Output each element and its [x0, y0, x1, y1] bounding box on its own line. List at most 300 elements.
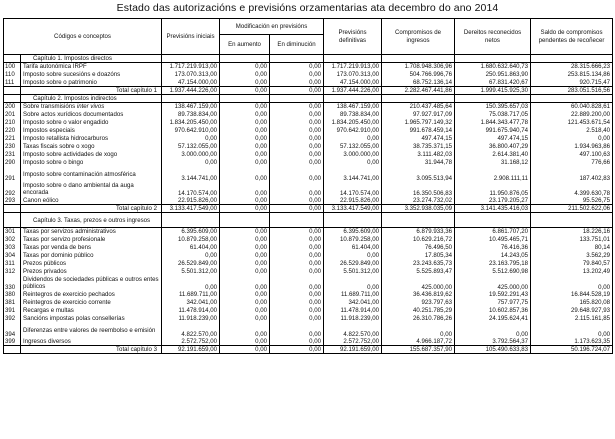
cell-decrease: 0,00 [270, 205, 324, 213]
cell-increase: 0,00 [220, 299, 270, 307]
cell-final: 11.689.711,00 [324, 291, 382, 299]
cell-recognized: 757.977,75 [455, 299, 531, 307]
cell-decrease: 0,00 [270, 338, 324, 346]
chapter-heading-row [4, 55, 613, 63]
cell-commitments: 2.282.467.441,86 [382, 87, 455, 95]
table-row [4, 151, 613, 159]
cell-commitments: 1.965.797.149,32 [382, 119, 455, 127]
row-concept: Sancións impostas polas consellerías [21, 315, 162, 323]
cell-increase: 0,00 [220, 323, 270, 338]
table-row [4, 71, 613, 79]
budget-table [3, 18, 613, 354]
cell-final: 3.133.417.549,00 [324, 205, 382, 213]
cell-initial: 11.689.711,00 [162, 291, 220, 299]
cell-commitments: 6.879.933,36 [382, 228, 455, 236]
row-code: 111 [4, 79, 21, 87]
cell-commitments: 68.752.136,14 [382, 79, 455, 87]
cell-balance: 133.751,01 [531, 236, 613, 244]
cell-final: 61.404,00 [324, 244, 382, 252]
cell-decrease: 0,00 [270, 244, 324, 252]
cell-recognized: 23.179.205,27 [455, 197, 531, 205]
cell-increase: 0,00 [220, 268, 270, 276]
cell-decrease: 0,00 [270, 71, 324, 79]
cell-recognized: 1.844.343.477,78 [455, 119, 531, 127]
table-row [4, 159, 613, 167]
cell-recognized: 250.951.863,90 [455, 71, 531, 79]
cell-commitments: 5.525.893,47 [382, 268, 455, 276]
cell-final: 3.144.741,00 [324, 167, 382, 182]
cell-commitments [382, 95, 455, 103]
cell-balance: 28.315.666,23 [531, 63, 613, 71]
cell-balance: 4.399.630,78 [531, 182, 613, 197]
cell-recognized [455, 55, 531, 63]
cell-balance [531, 213, 613, 228]
cell-initial: 14.170.574,00 [162, 182, 220, 197]
cell-commitments: 38.735.371,15 [382, 143, 455, 151]
cell-balance: 2.115.161,85 [531, 315, 613, 323]
cell-decrease: 0,00 [270, 143, 324, 151]
row-code [4, 346, 21, 354]
cell-final: 22.915.826,00 [324, 197, 382, 205]
cell-initial: 5.501.312,00 [162, 268, 220, 276]
table-row [4, 299, 613, 307]
row-code [4, 213, 21, 228]
cell-initial: 0,00 [162, 159, 220, 167]
cell-increase: 0,00 [220, 151, 270, 159]
cell-increase: 0,00 [220, 197, 270, 205]
row-concept: Prezos públicos [21, 260, 162, 268]
cell-increase: 0,00 [220, 111, 270, 119]
header-balance: Saldo de compromisos pendentes de recoñecer [531, 19, 613, 55]
cell-balance [531, 55, 613, 63]
cell-increase: 0,00 [220, 103, 270, 111]
cell-commitments: 497.474,15 [382, 135, 455, 143]
cell-increase [220, 213, 270, 228]
header-final: Previsións definitivas [324, 19, 382, 55]
cell-recognized: 0,00 [455, 323, 531, 338]
cell-increase: 0,00 [220, 260, 270, 268]
cell-commitments: 17.805,34 [382, 252, 455, 260]
row-concept: Total capítulo 1 [21, 87, 162, 95]
cell-final: 970.642.910,00 [324, 127, 382, 135]
table-row [4, 338, 613, 346]
chapter-total-row [4, 87, 613, 95]
table-row [4, 79, 613, 87]
cell-increase: 0,00 [220, 244, 270, 252]
cell-increase: 0,00 [220, 167, 270, 182]
row-code: 330 [4, 276, 21, 291]
table-row [4, 119, 613, 127]
cell-decrease: 0,00 [270, 111, 324, 119]
cell-decrease: 0,00 [270, 323, 324, 338]
cell-initial: 6.395.609,00 [162, 228, 220, 236]
cell-recognized: 497.474,15 [455, 135, 531, 143]
cell-increase: 0,00 [220, 127, 270, 135]
cell-initial: 1.834.205.450,00 [162, 119, 220, 127]
row-code: 303 [4, 244, 21, 252]
cell-commitments: 3.111.482,03 [382, 151, 455, 159]
table-row [4, 307, 613, 315]
cell-initial: 10.879.258,00 [162, 236, 220, 244]
cell-commitments: 3.352.938.035,09 [382, 205, 455, 213]
row-code: 381 [4, 299, 21, 307]
cell-balance: 211.502.622,06 [531, 205, 613, 213]
cell-recognized [455, 213, 531, 228]
cell-recognized: 23.163.795,18 [455, 260, 531, 268]
cell-increase: 0,00 [220, 182, 270, 197]
table-row [4, 197, 613, 205]
cell-commitments: 97.927.917,09 [382, 111, 455, 119]
row-code: 394 [4, 323, 21, 338]
cell-decrease: 0,00 [270, 276, 324, 291]
row-code: 302 [4, 236, 21, 244]
cell-commitments: 504.766.996,76 [382, 71, 455, 79]
cell-commitments: 4.966.187,72 [382, 338, 455, 346]
row-concept: Reintegros de exercicio pechados [21, 291, 162, 299]
table-row [4, 228, 613, 236]
cell-decrease: 0,00 [270, 63, 324, 71]
cell-decrease: 0,00 [270, 79, 324, 87]
cell-balance: 776,66 [531, 159, 613, 167]
cell-initial: 61.404,00 [162, 244, 220, 252]
table-row [4, 182, 613, 197]
cell-decrease: 0,00 [270, 87, 324, 95]
cell-initial: 11.478.914,00 [162, 307, 220, 315]
cell-initial: 57.132.055,00 [162, 143, 220, 151]
row-code: 391 [4, 307, 21, 315]
cell-recognized: 31.168,12 [455, 159, 531, 167]
cell-final: 10.879.258,00 [324, 236, 382, 244]
row-code: 292 [4, 182, 21, 197]
table-row [4, 127, 613, 135]
cell-increase: 0,00 [220, 119, 270, 127]
row-code: 392 [4, 315, 21, 323]
cell-final: 0,00 [324, 252, 382, 260]
cell-balance: 3.562,29 [531, 252, 613, 260]
cell-decrease: 0,00 [270, 291, 324, 299]
cell-balance: 920.715,47 [531, 79, 613, 87]
cell-initial: 3.144.741,00 [162, 167, 220, 182]
header-recognized: Dereitos reconecidos netos [455, 19, 531, 55]
row-concept: Taxas por servizo profesionale [21, 236, 162, 244]
cell-balance: 1.173.623,35 [531, 338, 613, 346]
row-concept: Taxas fiscais sobre o xogo [21, 143, 162, 151]
cell-balance: 165.820,08 [531, 299, 613, 307]
cell-balance: 253.815.134,86 [531, 71, 613, 79]
cell-final: 173.070.313,00 [324, 71, 382, 79]
cell-decrease: 0,00 [270, 346, 324, 354]
cell-commitments: 36.436.819,62 [382, 291, 455, 299]
cell-decrease: 0,00 [270, 119, 324, 127]
table-row [4, 268, 613, 276]
cell-commitments: 26.310.786,26 [382, 315, 455, 323]
cell-decrease: 0,00 [270, 135, 324, 143]
table-row [4, 244, 613, 252]
cell-increase: 0,00 [220, 228, 270, 236]
row-code: 231 [4, 151, 21, 159]
cell-increase: 0,00 [220, 71, 270, 79]
row-code: 200 [4, 103, 21, 111]
row-concept: Taxas por venda de bens [21, 244, 162, 252]
table-row [4, 260, 613, 268]
cell-decrease: 0,00 [270, 182, 324, 197]
row-concept: Imposto sobre o patrimonio [21, 79, 162, 87]
cell-increase [220, 55, 270, 63]
row-code: 311 [4, 260, 21, 268]
cell-final [324, 55, 382, 63]
table-row [4, 167, 613, 182]
cell-final: 1.937.444.226,00 [324, 87, 382, 95]
row-concept: Total capítulo 3 [21, 346, 162, 354]
cell-increase: 0,00 [220, 252, 270, 260]
row-concept: Imposto retallista hidrocarburos [21, 135, 162, 143]
cell-initial [162, 95, 220, 103]
row-concept: Sobre actos xurídicos documentados [21, 111, 162, 119]
cell-recognized: 991.675.940,74 [455, 127, 531, 135]
cell-commitments [382, 213, 455, 228]
row-code: 291 [4, 167, 21, 182]
table-row [4, 111, 613, 119]
cell-balance: 0,00 [531, 276, 613, 291]
row-code [4, 87, 21, 95]
cell-increase: 0,00 [220, 346, 270, 354]
cell-increase [220, 95, 270, 103]
table-row [4, 291, 613, 299]
cell-balance: 50.196.724,07 [531, 346, 613, 354]
row-code: 221 [4, 135, 21, 143]
cell-balance: 497.100,63 [531, 151, 613, 159]
cell-commitments: 23.274.732,02 [382, 197, 455, 205]
row-concept: Imposto sobre contaminación atmosférica [21, 167, 162, 182]
cell-final [324, 95, 382, 103]
cell-initial: 970.642.910,00 [162, 127, 220, 135]
row-code: 301 [4, 228, 21, 236]
cell-increase: 0,00 [220, 135, 270, 143]
cell-decrease [270, 213, 324, 228]
cell-initial: 0,00 [162, 135, 220, 143]
cell-balance: 0,00 [531, 323, 613, 338]
cell-recognized: 1.999.415.925,30 [455, 87, 531, 95]
header-codes: Códigos e conceptos [4, 19, 162, 55]
cell-recognized: 14.243,05 [455, 252, 531, 260]
cell-commitments: 76.496,50 [382, 244, 455, 252]
cell-initial: 173.070.313,00 [162, 71, 220, 79]
cell-recognized [455, 95, 531, 103]
cell-final: 11.918.239,00 [324, 315, 382, 323]
table-row [4, 252, 613, 260]
cell-initial: 22.915.826,00 [162, 197, 220, 205]
table-row [4, 63, 613, 71]
header-initial: Previsións iniciais [162, 19, 220, 55]
row-concept: Imposto sobre o dano ambiental da auga encorada [21, 182, 162, 197]
cell-recognized: 105.490.633,83 [455, 346, 531, 354]
cell-decrease: 0,00 [270, 103, 324, 111]
cell-increase: 0,00 [220, 63, 270, 71]
cell-recognized: 19.592.291,43 [455, 291, 531, 299]
cell-commitments [382, 55, 455, 63]
cell-commitments: 16.350.506,83 [382, 182, 455, 197]
table-body [4, 55, 613, 354]
cell-final: 47.154.000,00 [324, 79, 382, 87]
cell-initial: 2.572.752,00 [162, 338, 220, 346]
cell-increase: 0,00 [220, 159, 270, 167]
cell-final: 342.041,00 [324, 299, 382, 307]
row-concept: Imposto sobre actividades de xogo [21, 151, 162, 159]
cell-decrease: 0,00 [270, 315, 324, 323]
cell-final: 5.501.312,00 [324, 268, 382, 276]
cell-balance: 18.226,16 [531, 228, 613, 236]
row-code: 380 [4, 291, 21, 299]
cell-final [324, 213, 382, 228]
table-row [4, 276, 613, 291]
cell-balance: 283.051.516,56 [531, 87, 613, 95]
cell-commitments: 40.251.785,29 [382, 307, 455, 315]
cell-balance: 16.844.528,19 [531, 291, 613, 299]
cell-initial [162, 55, 220, 63]
cell-increase: 0,00 [220, 87, 270, 95]
cell-commitments: 0,00 [382, 323, 455, 338]
header-modification: Modificación en previsións [220, 19, 324, 35]
cell-commitments: 155.687.357,90 [382, 346, 455, 354]
cell-recognized: 76.416,36 [455, 244, 531, 252]
cell-final: 92.191.659,00 [324, 346, 382, 354]
cell-final: 138.467.159,00 [324, 103, 382, 111]
cell-commitments: 210.437.485,64 [382, 103, 455, 111]
cell-balance: 60.040.828,61 [531, 103, 613, 111]
cell-commitments: 923.797,63 [382, 299, 455, 307]
cell-initial: 342.041,00 [162, 299, 220, 307]
table-row [4, 143, 613, 151]
table-row [4, 315, 613, 323]
row-code [4, 55, 21, 63]
row-code: 293 [4, 197, 21, 205]
row-code: 100 [4, 63, 21, 71]
cell-recognized: 10.495.465,71 [455, 236, 531, 244]
cell-recognized: 11.950.876,05 [455, 182, 531, 197]
cell-balance: 95.526,75 [531, 197, 613, 205]
cell-recognized: 1.680.632.640,73 [455, 63, 531, 71]
row-concept: Prezos privados [21, 268, 162, 276]
cell-commitments: 23.243.635,73 [382, 260, 455, 268]
cell-final: 89.738.834,00 [324, 111, 382, 119]
cell-recognized: 3.141.435.416,03 [455, 205, 531, 213]
cell-balance: 13.202,49 [531, 268, 613, 276]
cell-final: 0,00 [324, 135, 382, 143]
cell-increase: 0,00 [220, 276, 270, 291]
cell-increase: 0,00 [220, 291, 270, 299]
row-code: 220 [4, 127, 21, 135]
cell-recognized: 2.908.111,11 [455, 167, 531, 182]
cell-decrease: 0,00 [270, 268, 324, 276]
cell-final: 57.132.055,00 [324, 143, 382, 151]
cell-decrease: 0,00 [270, 127, 324, 135]
cell-commitments: 10.629.216,72 [382, 236, 455, 244]
cell-balance: 187.402,83 [531, 167, 613, 182]
cell-final: 4.822.570,00 [324, 323, 382, 338]
cell-recognized: 3.792.564,37 [455, 338, 531, 346]
cell-recognized: 425.000,00 [455, 276, 531, 291]
row-concept: Imposto sobre o bingo [21, 159, 162, 167]
cell-initial: 3.000.000,00 [162, 151, 220, 159]
row-concept: Sobre transmisións inter vivos [21, 103, 162, 111]
row-code [4, 205, 21, 213]
cell-increase: 0,00 [220, 79, 270, 87]
row-concept: Canon eólico [21, 197, 162, 205]
row-concept: Tarifa autonómica IRPF [21, 63, 162, 71]
cell-increase: 0,00 [220, 338, 270, 346]
row-concept: Total capítulo 2 [21, 205, 162, 213]
cell-decrease: 0,00 [270, 167, 324, 182]
cell-recognized: 150.395.657,03 [455, 103, 531, 111]
cell-initial: 138.467.159,00 [162, 103, 220, 111]
cell-commitments: 3.095.513,94 [382, 167, 455, 182]
row-concept: Impostos especiais [21, 127, 162, 135]
cell-final: 11.478.914,00 [324, 307, 382, 315]
cell-final: 1.717.219.913,00 [324, 63, 382, 71]
cell-decrease: 0,00 [270, 197, 324, 205]
cell-commitments: 425.000,00 [382, 276, 455, 291]
row-concept: Imposto sobre sucesións e doazóns [21, 71, 162, 79]
cell-decrease: 0,00 [270, 307, 324, 315]
table-row [4, 103, 613, 111]
row-code: 230 [4, 143, 21, 151]
cell-decrease: 0,00 [270, 151, 324, 159]
cell-increase: 0,00 [220, 315, 270, 323]
cell-increase: 0,00 [220, 143, 270, 151]
row-concept: Diferenzas entre valores de reembolso e emisión [21, 323, 162, 338]
cell-decrease: 0,00 [270, 236, 324, 244]
cell-final: 14.170.574,00 [324, 182, 382, 197]
cell-recognized: 36.800.407,29 [455, 143, 531, 151]
cell-decrease: 0,00 [270, 252, 324, 260]
cell-final: 3.000.000,00 [324, 151, 382, 159]
cell-decrease: 0,00 [270, 299, 324, 307]
cell-recognized: 67.831.420,67 [455, 79, 531, 87]
cell-initial [162, 213, 220, 228]
row-concept: Taxas por servizos administrativos [21, 228, 162, 236]
cell-final: 0,00 [324, 159, 382, 167]
row-code: 290 [4, 159, 21, 167]
cell-recognized: 5.512.690,98 [455, 268, 531, 276]
chapter-heading-row [4, 213, 613, 228]
cell-initial: 4.822.570,00 [162, 323, 220, 338]
cell-increase: 0,00 [220, 205, 270, 213]
row-concept: Capítulo 2. Impostos indirectos [21, 95, 162, 103]
table-row [4, 135, 613, 143]
table-header [4, 19, 613, 55]
cell-recognized: 10.602.857,36 [455, 307, 531, 315]
row-concept: Reintegros de exercicio corrente [21, 299, 162, 307]
cell-balance: 0,00 [531, 135, 613, 143]
cell-balance: 2.518,40 [531, 127, 613, 135]
cell-increase: 0,00 [220, 307, 270, 315]
cell-balance: 29.648.927,93 [531, 307, 613, 315]
cell-increase: 0,00 [220, 236, 270, 244]
cell-balance: 121.453.671,54 [531, 119, 613, 127]
cell-commitments: 31.944,78 [382, 159, 455, 167]
cell-initial: 1.937.444.226,00 [162, 87, 220, 95]
row-concept: Taxas por dominio público [21, 252, 162, 260]
row-concept: Recargas e multas [21, 307, 162, 315]
header-decrease: En diminución [270, 35, 324, 55]
table-row [4, 323, 613, 338]
cell-decrease: 0,00 [270, 228, 324, 236]
cell-recognized: 24.195.624,41 [455, 315, 531, 323]
cell-initial: 0,00 [162, 252, 220, 260]
cell-final: 1.834.205.450,00 [324, 119, 382, 127]
cell-recognized: 75.038.717,05 [455, 111, 531, 119]
row-code: 399 [4, 338, 21, 346]
